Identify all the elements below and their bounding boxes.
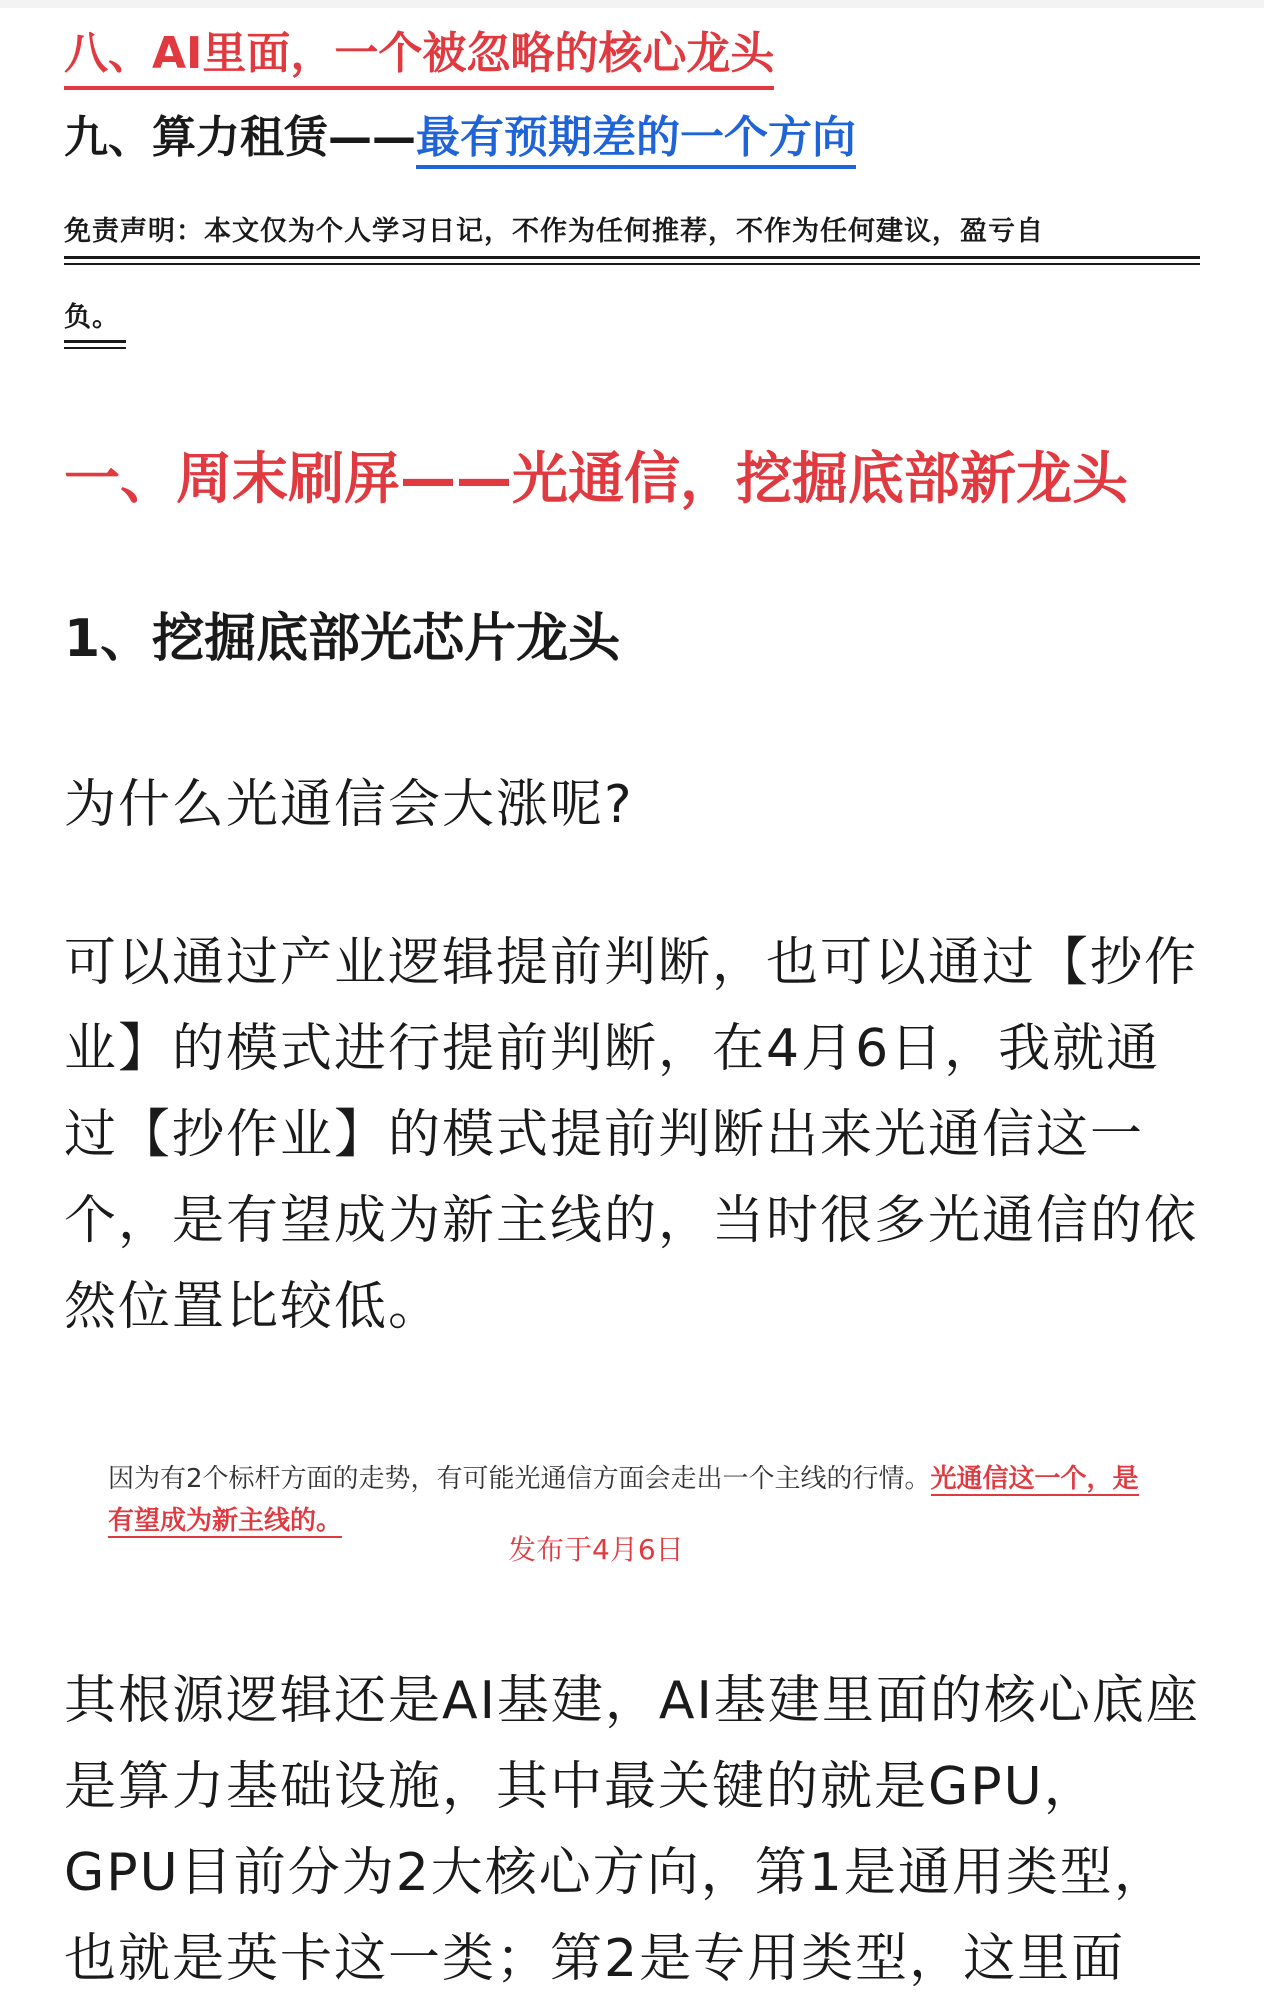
toc-item-9-link[interactable]: 最有预期差的一个方向 [416,112,856,169]
section-heading: 一、周末刷屏——光通信，挖掘底部新龙头 [64,447,1128,512]
quote-highlight: 光通信这一个，是有望成为新主线的。 [108,1464,1139,1536]
toc-item-8[interactable]: 八、AI里面，一个被忽略的核心龙头 [64,24,774,90]
toc-item-9 [64,108,856,168]
question-paragraph: 为什么光通信会大涨呢? [64,775,634,835]
toc-item-9-prefix: 九、算力租赁—— [64,112,416,163]
disclaimer-line-1: 免责声明：本文仅为个人学习日记，不作为任何推荐，不作为任何建议，盈亏自 [64,216,1044,247]
quote-caption: 发布于4月6日 [508,1533,684,1566]
disclaimer-underline-top [64,256,1200,259]
quote-text: 因为有2个标杆方面的走势，有可能光通信方面会走出一个主线的行情。 [108,1464,931,1494]
top-edge [0,0,1264,8]
disclaimer-short-underline-bottom [64,347,126,349]
disclaimer-line-2: 负。 [64,302,120,333]
disclaimer-underline-bottom [64,263,1200,265]
sub-heading: 1、挖掘底部光芯片龙头 [64,609,621,669]
paragraph-2: 其根源逻辑还是AI基建，AI基建里面的核心底座是算力基础设施，其中最关键的就是GPU，GPU目前分为2大核心方向，第1是通用类型，也就是英卡这一类；第2是专用类型，这里面 [64,1671,1200,1989]
disclaimer-short-underline-top [64,340,126,343]
paragraph-1: 可以通过产业逻辑提前判断，也可以通过【抄作业】的模式进行提前判断，在4月6日，我就通过【抄作业】的模式提前判断出来光通信这一个，是有望成为新主线的，当时很多光通信的依然位置比较低。 [64,933,1199,1337]
